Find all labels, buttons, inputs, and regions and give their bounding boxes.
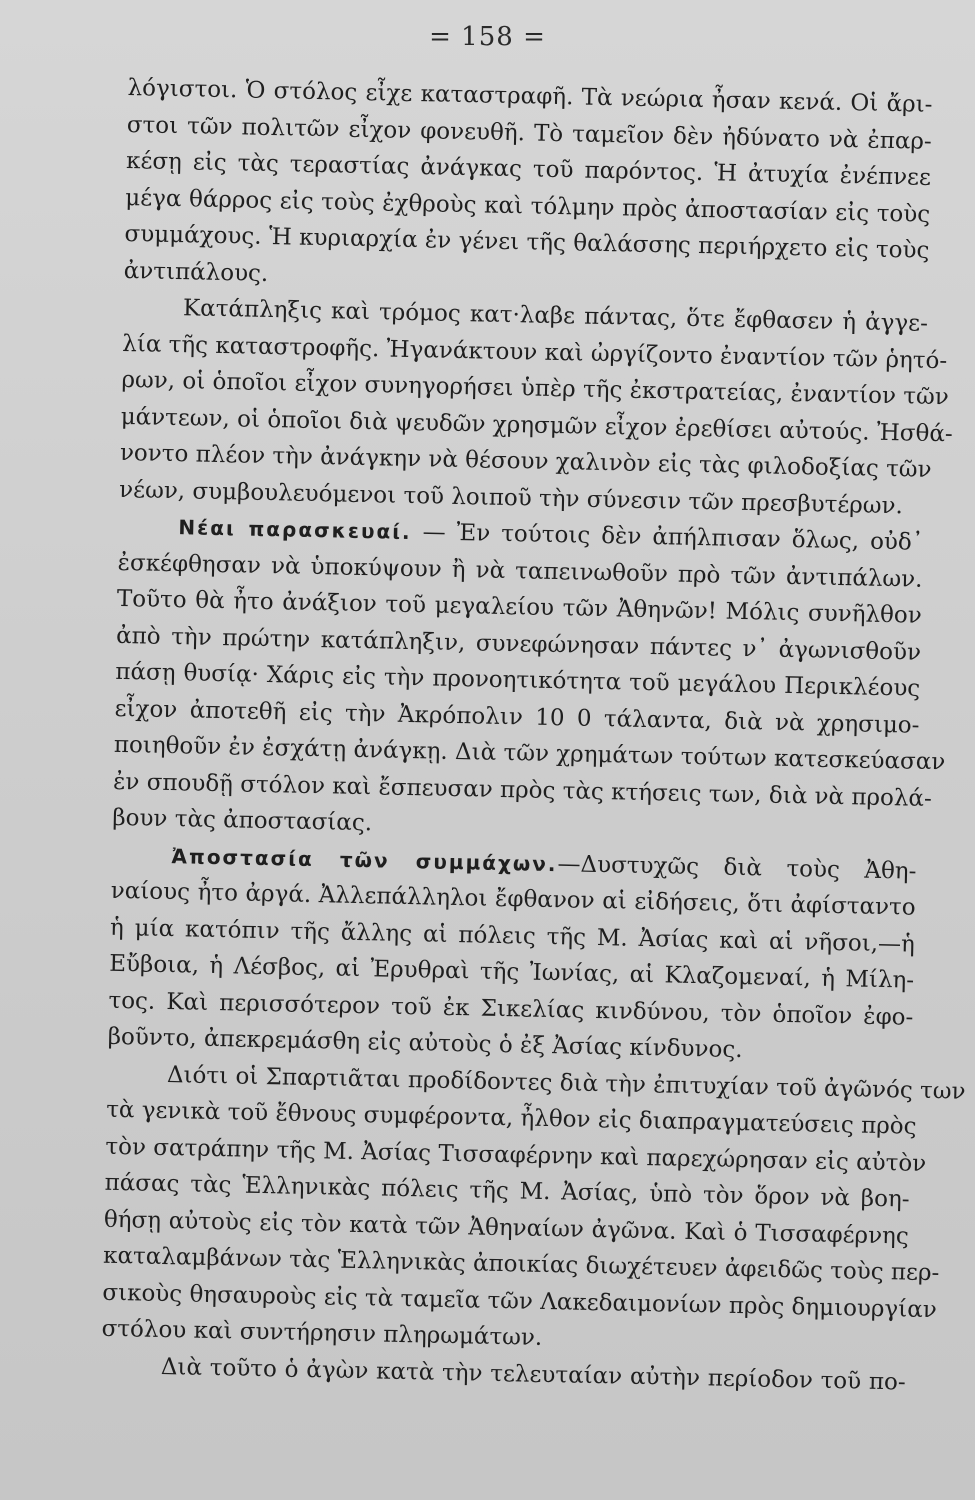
text-line: βοῦντο, ἀπεκρεμάσθη εἰς αὐτοὺς ὁ ἐξ Ἀσίας κίνδυνος. xyxy=(107,1023,743,1064)
text-line: Διὰ τοῦτο ὁ ἀγὼν κατὰ τὴν τελευταίαν αὐτὴν περίοδον τοῦ πο- xyxy=(160,1353,906,1396)
text-line: θήσῃ αὐτοὺς εἰς τὸν κατὰ τῶν Ἀθηναίων ἀγῶνα. Καὶ ὁ Τισσαφέρνης xyxy=(103,1206,910,1250)
text-line: στόλου καὶ συντήρησιν πληρωμάτων. xyxy=(101,1315,543,1351)
text-line-rest: —Δυστυχῶς διὰ τοὺς Ἀθη- xyxy=(557,850,917,885)
text-line: ἐν σπουδῇ στόλον καὶ ἔσπευσαν πρὸς τὰς κτήσεις των, διὰ νὰ προλά- xyxy=(112,768,933,812)
text-line: νέων, συμβουλευόμενοι τοῦ λοιποῦ τὴν σύνεσιν τῶν πρεσβυτέρων. xyxy=(118,476,904,519)
text-line: Κατάπληξις καὶ τρόμος κατ·λαβε πάντας, ὅτε ἔφθασεν ἡ ἀγγε- xyxy=(182,295,929,337)
text-line: σικοὺς θησαυροὺς εἰς τὰ ταμεῖα τῶν Λακεδαιμονίων πρὸς δημιουργίαν xyxy=(102,1279,938,1323)
text-line-rest: — Ἐν τούτοις δὲν ἀπήλπισαν ὅλως, οὐδ᾽ xyxy=(422,519,924,556)
section-heading: Νέαι παρασκευαί. xyxy=(178,515,412,545)
text-line: λία τῆς καταστροφῆς. Ἠγανάκτουν καὶ ὠργίζοντο ἐναντίον τῶν ῥητό- xyxy=(122,330,948,374)
paragraph-5 xyxy=(101,1055,966,1364)
text-line: τὰ γενικὰ τοῦ ἔθνους συμφέροντα, ἦλθον εἰς διαπραγματεύσεις πρὸς xyxy=(105,1096,917,1140)
text-line: Εὔβοια, ἡ Λέσβος, αἱ Ἐρυθραὶ τῆς Ἰωνίας, αἱ Κλαζομεναί, ἡ Μίλη- xyxy=(109,950,915,994)
text-line: ἐσκέφθησαν νὰ ὑποκύψουν ἢ νὰ ταπεινωθοῦν πρὸ τῶν ἀντιπάλων. xyxy=(117,549,923,593)
page-number: = 158 = xyxy=(429,22,546,52)
text-line: εἶχον ἀποτεθῆ εἰς τὴν Ἀκρόπολιν 10 0 τάλαντα, διὰ νὰ χρησιμο- xyxy=(114,695,920,739)
text-line: νοντο πλέον τὴν ἀνάγκην νὰ θέσουν χαλινὸν εἰς τὰς φιλοδοξίας τῶν xyxy=(119,439,932,483)
text-line: πάσῃ θυσίᾳ· Χάρις εἰς τὴν προνοητικότητα τοῦ μεγάλου Περικλέους xyxy=(115,658,921,702)
section-heading: Ἀποστασία τῶν συμμάχων. xyxy=(171,843,558,876)
text-line: καταλαμβάνων τὰς Ἑλληνικὰς ἀποικίας διωχέτευεν ἀφειδῶς τοὺς περ- xyxy=(102,1242,940,1287)
text-line: Τοῦτο θὰ ἦτο ἀνάξιον τοῦ μεγαλείου τῶν Ἀθηνῶν! Μόλις συνῆλθον xyxy=(116,585,923,629)
text-line: τος. Καὶ περισσότερον τοῦ ἐκ Σικελίας κινδύνου, τὸν ὁποῖον ἐφο- xyxy=(108,987,914,1031)
text-line: τὸν σατράπην τῆς Μ. Ἀσίας Τισσαφέρνην καὶ παρεχώρησαν εἰς αὐτὸν xyxy=(105,1133,927,1177)
text-line: ἀντιπάλους. xyxy=(123,257,269,287)
text-line: ἡ μία κατόπιν τῆς ἄλλης αἱ πόλεις τῆς Μ. Ἀσίας καὶ αἱ νῆσοι,—ἡ xyxy=(109,914,916,958)
paragraph-3 xyxy=(112,508,946,853)
text-line: κέσῃ εἰς τὰς τεραστίας ἀνάγκας τοῦ παρόντος. Ἡ ἀτυχία ἐνέπνεε xyxy=(125,147,932,191)
text-line: μέγα θάρρος εἰς τοὺς ἐχθροὺς καὶ τόλμην πρὸς ἀποστασίαν εἰς τοὺς xyxy=(125,184,931,228)
text-line: πάσας τὰς Ἑλληνικὰς πόλεις τῆς Μ. Ἀσίας, ὑπὸ τὸν ὅρον νὰ βοη- xyxy=(104,1169,910,1213)
paragraph-4 xyxy=(107,836,916,1072)
paragraph-2 xyxy=(118,289,953,525)
text-line: ποιηθοῦν ἐν ἐσχάτῃ ἀνάγκῃ. Διὰ τῶν χρημάτων τούτων κατεσκεύασαν xyxy=(113,731,946,776)
text-line: βουν τὰς ἀποστασίας. xyxy=(112,804,373,837)
text-line: ναίους ἦτο ἀργά. Ἀλλεπάλληλοι ἔφθανον αἱ εἰδήσεις, ὅτι ἀφίσταντο xyxy=(110,877,916,921)
page-body xyxy=(100,70,966,1401)
text-line: Διότι οἱ Σπαρτιᾶται προδίδοντες διὰ τὴν ἐπιτυχίαν τοῦ ἀγῶνός των xyxy=(166,1061,966,1105)
text-line: ἀπὸ τὴν πρώτην κατάπληξιν, συνεφώνησαν πάντες ν᾽ ἀγωνισθοῦν xyxy=(115,622,922,666)
text-line: στοι τῶν πολιτῶν εἶχον φονευθῆ. Τὸ ταμεῖον δὲν ἠδύνατο νὰ ἐπαρ- xyxy=(126,111,932,155)
text-line: συμμάχους. Ἡ κυριαρχία ἐν γένει τῆς θαλάσσης περιήρχετο εἰς τοὺς xyxy=(124,220,930,264)
paragraph-1 xyxy=(123,70,932,306)
text-line: ρων, οἱ ὁποῖοι εἶχον συνηγορήσει ὑπὲρ τῆς ἐκστρατείας, ἐναντίον τῶν xyxy=(121,366,950,411)
text-line: λόγιστοι. Ὁ στόλος εἶχε καταστραφῆ. Τὰ νεώρια ἦσαν κενά. Οἱ ἄρι- xyxy=(127,74,933,118)
text-line: μάντεων, οἱ ὁποῖοι διὰ ψευδῶν χρησμῶν εἶχον ἐρεθίσει αὐτούς. Ἠσθά- xyxy=(120,403,953,447)
